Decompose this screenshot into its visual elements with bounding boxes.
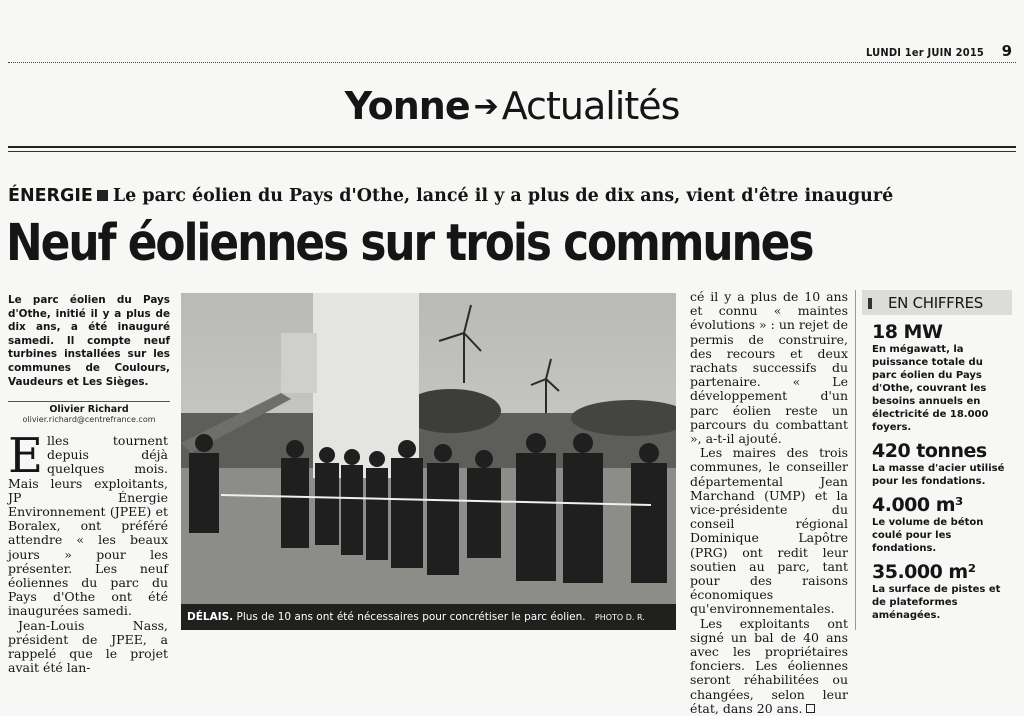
paragraph xyxy=(690,617,848,716)
caption-label: DÉLAIS. xyxy=(187,611,234,623)
figure-value: 35.000 m² xyxy=(872,561,976,583)
title-marker-icon xyxy=(868,298,872,309)
kicker-tag: ÉNERGIE xyxy=(8,186,93,206)
paragraph: Jean-Louis Nass, président de JPEE, a rappelé que le projet avait été lan- xyxy=(8,617,168,676)
figure-value: 18 MW xyxy=(872,321,943,343)
figure-description: Le volume de béton coulé pour les fondations. xyxy=(872,517,984,554)
article-photo xyxy=(181,293,676,630)
section-rule xyxy=(8,146,1016,148)
caption-text: Plus de 10 ans ont été nécessaires pour concrétiser le parc éolien. xyxy=(236,611,586,623)
section-name: Yonne xyxy=(344,84,470,128)
article-lead: Le parc éolien du Pays d'Othe, initié il y a plus de dix ans, a été inauguré samedi. Il compte neuf turbines installées sur les communes de Coulours, Vaudeurs et Les Sièges. xyxy=(8,294,170,388)
figure-description: La masse d'acier utilisé pour les fondations. xyxy=(872,463,1005,487)
author-rule xyxy=(8,401,170,402)
article-body-col3 xyxy=(690,290,848,716)
column-divider xyxy=(855,290,856,630)
article-body-col1 xyxy=(8,428,168,676)
dropcap: E xyxy=(8,428,44,484)
page-number: 9 xyxy=(1001,42,1012,60)
inauguration-photo-image xyxy=(181,293,676,630)
key-figures-title xyxy=(862,290,1012,315)
square-bullet-icon xyxy=(97,190,108,201)
article-kicker xyxy=(8,186,893,206)
author-email: olivier.richard@centrefrance.com xyxy=(22,415,156,424)
photo-credit: PHOTO D. R. xyxy=(594,613,645,622)
paragraph-text: lles tournent depuis déjà quelques mois. Mais leurs exploitants, JP Énergie Environnement (JPEE) et Boralex, ont préféré attendre « les beaux jours » pour les présenter. Les neuf éoliennes du parc du Pays d'Othe ont été inaugurées samedi. xyxy=(8,433,168,619)
byline xyxy=(8,404,170,424)
photo-caption xyxy=(181,604,676,630)
arrow-icon: ➔ xyxy=(473,89,498,124)
paragraph: cé il y a plus de 10 ans et connu « maintes évolutions » : un rejet de permis de construire, des recours et deux rachats successifs du partenaire. « Le développement d'un parc éolien reste un parcours du combattant », a-t-il ajouté. xyxy=(690,289,848,447)
page-date: LUNDI 1er JUIN 2015 xyxy=(866,46,984,59)
figure-description: En mégawatt, la puissance totale du parc éolien du Pays d'Othe, couvrant les besoins annuels en électricité de 18.000 foyers. xyxy=(872,344,989,433)
paragraph-text: Les exploitants ont signé un bal de 40 ans avec les propriétaires fonciers. Les éoliennes seront réhabilitées ou changées, selon leur état, dans 20 ans. xyxy=(690,615,848,716)
author-name: Olivier Richard xyxy=(49,404,129,415)
figure-value: 4.000 m³ xyxy=(872,494,963,516)
key-figures-title-text: EN CHIFFRES xyxy=(888,294,984,312)
end-mark-icon xyxy=(806,704,815,713)
header-divider xyxy=(8,62,1016,63)
kicker-text: Le parc éolien du Pays d'Othe, lancé il y a plus de dix ans, vient d'être inauguré xyxy=(112,186,894,206)
article-headline: Neuf éoliennes sur trois communes xyxy=(6,214,813,273)
section-heading xyxy=(0,84,1024,128)
paragraph: Les maires des trois communes, le conseiller départemental Jean Marchand (UMP) et la vice-présidente du conseil régional Dominique Lapôtre (PRG) ont redit leur soutien au parc, tant pour des raisons économiques qu'environnementales. xyxy=(690,445,848,617)
key-figures-box xyxy=(862,290,1012,630)
paragraph xyxy=(8,428,168,619)
figure-value: 420 tonnes xyxy=(872,440,987,462)
figure-description: La surface de pistes et de plateformes aménagées. xyxy=(872,584,1001,621)
section-rule-thin xyxy=(8,151,1016,152)
subsection-name: Actualités xyxy=(501,84,680,128)
